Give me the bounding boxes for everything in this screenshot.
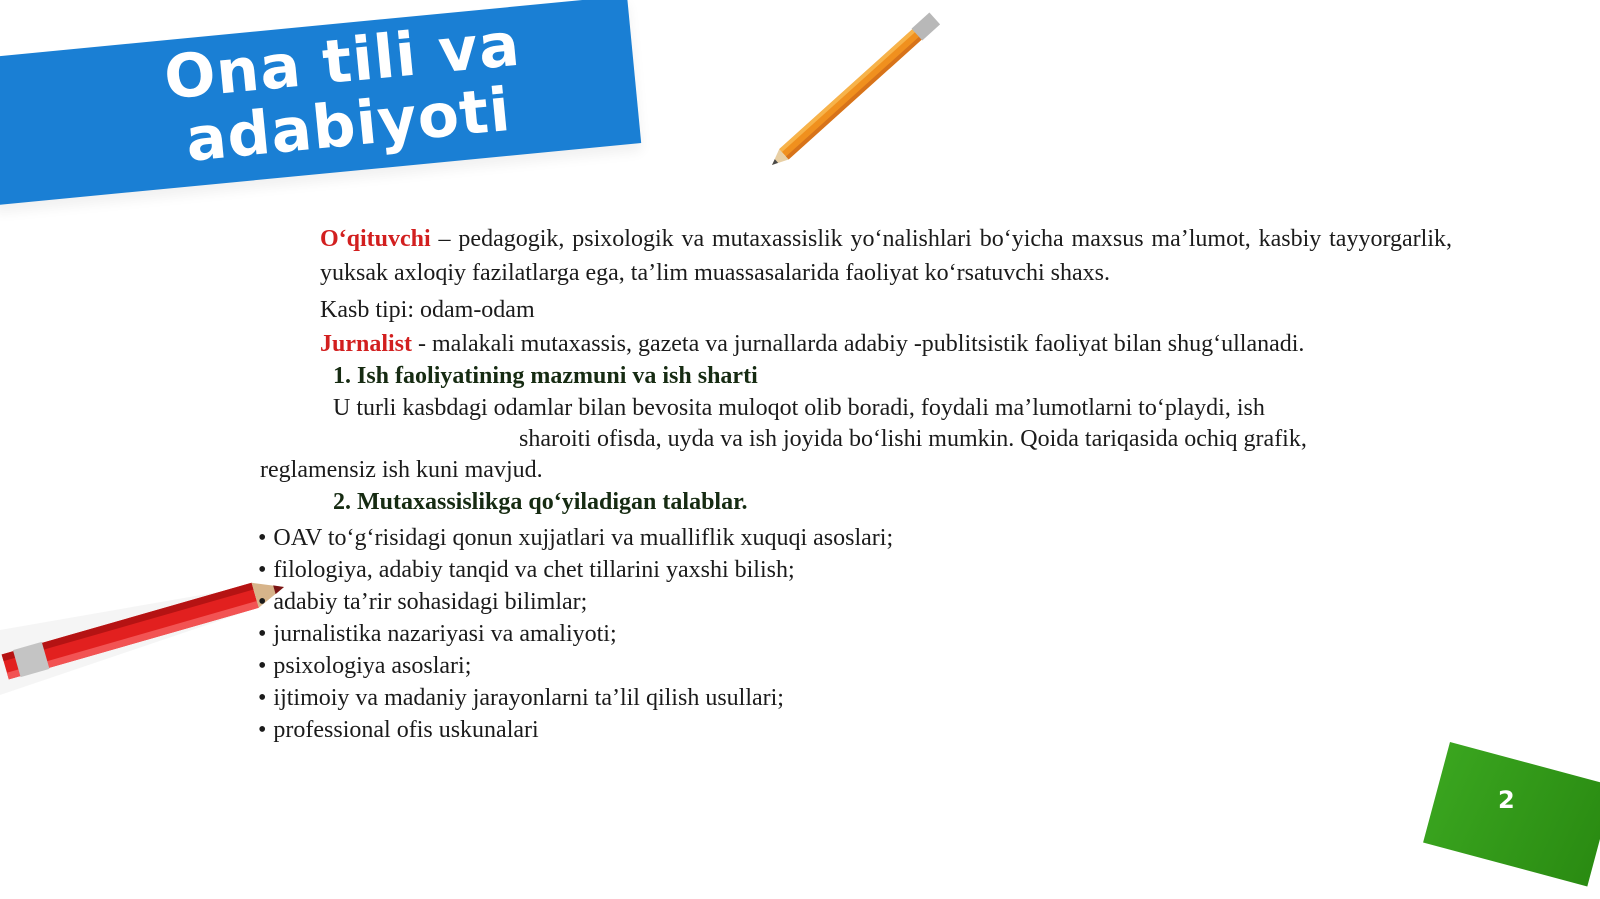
requirements-list: [258, 522, 893, 746]
journalist-term: Jurnalist: [320, 331, 413, 357]
paragraph-line-1: U turli kasbdagi odamlar bilan bevosita muloqot olib boradi, foydali ma’lumotlarni to‘playdi, ish: [333, 395, 1265, 421]
teacher-term: O‘qituvchi: [320, 226, 431, 252]
pencil-red-icon: [0, 560, 300, 710]
pencil-orange-icon: [760, 0, 960, 180]
paragraph-line-2: sharoiti ofisda, uyda va ish joyida bo‘lishi mumkin. Qoida tariqasida ochiq grafik,: [519, 426, 1307, 452]
kasb-tipi: Kasb tipi: odam-odam: [320, 297, 535, 323]
heading-work-content: 1. Ish faoliyatining mazmuni va ish sharti: [333, 363, 758, 389]
list-item: • psixologiya asoslari;: [258, 650, 893, 682]
list-item: • professional ofis uskunalari: [258, 714, 893, 746]
journalist-definition: [320, 329, 1304, 359]
page-number-tab: [1423, 742, 1600, 886]
journalist-definition-text: - malakali mutaxassis, gazeta va jurnallarda adabiy -publitsistik faoliyat bilan shug‘ullanadi.: [412, 331, 1305, 357]
list-item: • jurnalistika nazariyasi va amaliyoti;: [258, 618, 893, 650]
heading-requirements: 2. Mutaxassislikga qo‘yiladigan talablar.: [333, 489, 748, 515]
list-item: • ijtimoiy va madaniy jarayonlarni ta’lil qilish usullari;: [258, 682, 893, 714]
list-item: • filologiya, adabiy tanqid va chet tillarini yaxshi bilish;: [258, 554, 893, 586]
page-number: 2: [1498, 786, 1515, 814]
teacher-definition: [320, 222, 1452, 290]
slide-title: Ona tili va adabiyoti: [161, 9, 524, 176]
list-item: • OAV to‘g‘risidagi qonun xujjatlari va mualliflik xuquqi asoslari;: [258, 522, 893, 554]
teacher-definition-text: – pedagogik, psixologik va mutaxassislik yo‘nalishlari bo‘yicha maxsus ma’lumot, kasbiy tayyorgarlik, yuksak axloqiy fazilatlarga ega, ta’lim muassasalarida faoliyat ko‘rsatuvchi shaxs.: [320, 226, 1452, 286]
paragraph-line-3: reglamensiz ish kuni mavjud.: [260, 457, 543, 483]
list-item: • adabiy ta’rir sohasidagi bilimlar;: [258, 586, 893, 618]
